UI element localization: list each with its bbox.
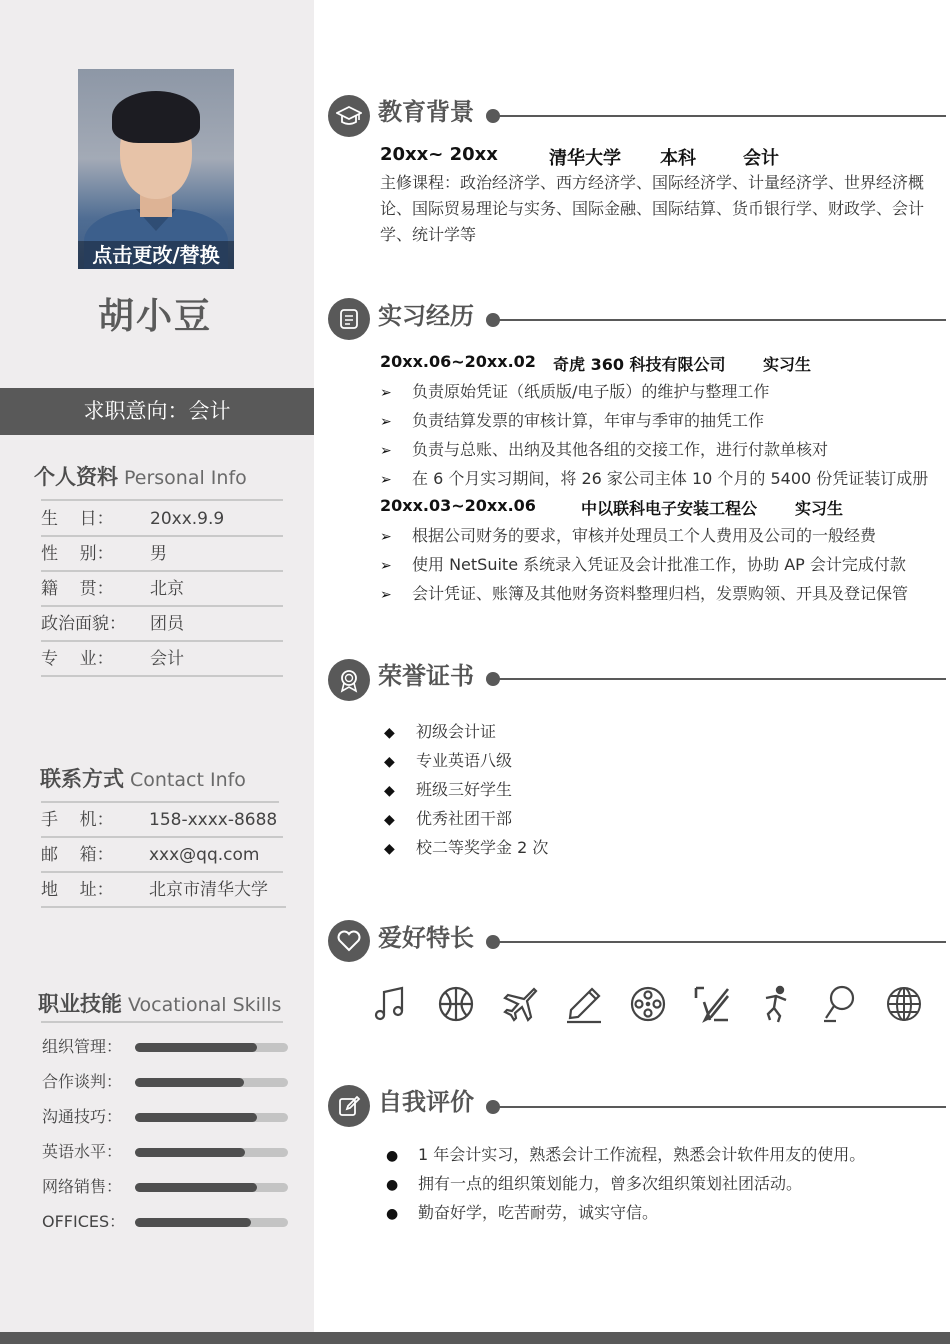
diamond-bullet-icon: ◆ [384, 812, 395, 828]
honor-item [384, 804, 512, 835]
job2-role: 实习生 [795, 499, 844, 518]
education-courses: 主修课程：政治经济学、西方经济学、国际经济学、计量经济学、世界经济概论、国际贸易理论与实务、国际金融、国际结算、货币银行学、财政学、会计学、统计学等 [380, 173, 925, 244]
skill-bar-fill [135, 1218, 251, 1227]
skill-label: 合作谈判： [42, 1072, 123, 1091]
badminton-icon [820, 984, 860, 1024]
skill-label: 英语水平： [42, 1142, 123, 1161]
pen-icon [564, 984, 604, 1024]
candidate-name: 胡小豆 [97, 296, 212, 337]
globe-icon [884, 984, 924, 1024]
skill-bar-fill [135, 1148, 245, 1157]
job2-item-text: 根据公司财务的要求，审核并处理员工个人费用及公司的一般经费 [412, 526, 877, 545]
skill-label: OFFICES： [42, 1212, 126, 1231]
contact-row-address [41, 873, 286, 908]
info-row-birthday [41, 502, 283, 537]
job2-period: 20xx.03~20xx.06 [380, 496, 536, 515]
self-eval-text: 勤奋好学，吃苦耐劳，诚实守信。 [418, 1203, 659, 1222]
info-label: 手 机： [41, 810, 114, 830]
self-eval-text: 拥有一点的组织策划能力，曾多次组织策划社团活动。 [418, 1174, 803, 1193]
info-label: 生 日： [41, 509, 114, 529]
contact-row-phone [41, 803, 283, 838]
info-value: 北京 [150, 579, 184, 599]
job2-item [380, 521, 876, 552]
music-icon [372, 984, 412, 1024]
honor-text: 校二等奖学金 2 次 [416, 838, 549, 857]
job2-company: 中以联科电子安装工程公 [581, 499, 758, 518]
info-label: 地 址： [41, 880, 114, 900]
job2-item-text: 会计凭证、账簿及其他财务资料整理归档，发票购领、开具及登记保管 [412, 584, 909, 603]
dot-bullet-icon: ● [386, 1206, 399, 1222]
contact-info-title-en: Contact Info [130, 769, 246, 791]
honor-item [384, 746, 512, 777]
job-intent: 求职意向：会计 [0, 388, 314, 435]
email-value[interactable]: xxx@qq.com [149, 845, 260, 865]
contact-info-title [40, 763, 246, 793]
skill-bar-track [135, 1043, 288, 1052]
skill-label: 沟通技巧： [42, 1107, 123, 1126]
photo-change-button[interactable]: 点击更改/替换 [78, 241, 234, 269]
info-value: 团员 [150, 614, 184, 634]
job1-item-text: 负责与总账、出纳及其他各组的交接工作，进行付款单核对 [412, 440, 829, 459]
skill-row [42, 1035, 288, 1059]
info-label: 性 别： [41, 544, 114, 564]
section-line [496, 115, 946, 117]
film-reel-icon [628, 984, 668, 1024]
sidebar [0, 0, 314, 1344]
education-degree: 本科 [660, 148, 696, 169]
arrow-bullet-icon: ➢ [380, 385, 392, 401]
honor-item [384, 833, 548, 864]
arrow-bullet-icon: ➢ [380, 529, 392, 545]
internship-title: 实习经历 [378, 302, 474, 330]
job1-item [380, 377, 769, 408]
skill-row [42, 1070, 288, 1094]
arrow-bullet-icon: ➢ [380, 472, 392, 488]
skill-bar-track [135, 1183, 288, 1192]
heart-icon [328, 920, 370, 962]
self-eval-item [386, 1169, 802, 1200]
job1-item-text: 负责原始凭证（纸质版/电子版）的维护与整理工作 [412, 382, 770, 401]
skill-bar-track [135, 1148, 288, 1157]
arrow-bullet-icon: ➢ [380, 414, 392, 430]
medal-icon [328, 659, 370, 701]
skill-bar-fill [135, 1078, 244, 1087]
section-line [496, 319, 946, 321]
job1-company: 奇虎 360 科技有限公司 [553, 355, 726, 374]
self-eval-item [386, 1198, 658, 1229]
skill-bar-track [135, 1078, 288, 1087]
honor-text: 初级会计证 [416, 722, 497, 741]
personal-info-title-cn: 个人资料 [34, 465, 118, 489]
document-icon [328, 298, 370, 340]
dance-icon [756, 984, 796, 1024]
education-title: 教育背景 [378, 98, 474, 126]
info-value: 会计 [150, 649, 184, 669]
skill-label: 组织管理： [42, 1037, 123, 1056]
diamond-bullet-icon: ◆ [384, 725, 395, 741]
skill-row [42, 1175, 288, 1199]
job2-item [380, 579, 908, 610]
info-row-major [41, 642, 283, 677]
job1-item-text: 负责结算发票的审核计算，年审与季审的抽凭工作 [412, 411, 765, 430]
job1-role: 实习生 [763, 355, 812, 374]
graduation-cap-icon [328, 95, 370, 137]
skill-row [42, 1140, 288, 1164]
info-label: 政治面貌： [41, 614, 126, 634]
skill-label: 网络销售： [42, 1177, 123, 1196]
job1-period: 20xx.06~20xx.02 [380, 352, 536, 371]
honor-item [384, 717, 496, 748]
skill-bar-track [135, 1218, 288, 1227]
skill-row [42, 1210, 288, 1234]
info-row-gender [41, 537, 283, 572]
skill-bar-fill [135, 1043, 257, 1052]
job1-item [380, 435, 828, 466]
job2-item-text: 使用 NetSuite 系统录入凭证及会计批准工作，协助 AP 会计完成付款 [412, 555, 906, 574]
info-label: 邮 箱： [41, 845, 114, 865]
dot-bullet-icon: ● [386, 1177, 399, 1193]
skill-bar-track [135, 1113, 288, 1122]
hobbies-title: 爱好特长 [378, 924, 474, 952]
arrow-bullet-icon: ➢ [380, 443, 392, 459]
self-eval-item [386, 1140, 865, 1171]
diamond-bullet-icon: ◆ [384, 754, 395, 770]
skills-title-en: Vocational Skills [128, 994, 282, 1016]
education-major: 会计 [743, 148, 779, 169]
airplane-icon [500, 984, 540, 1024]
job1-item-text: 在 6 个月实习期间，将 26 家公司主体 10 个月的 5400 份凭证装订成册 [412, 469, 929, 488]
dot-bullet-icon: ● [386, 1148, 399, 1164]
contact-row-email [41, 838, 283, 873]
writing-icon [692, 984, 732, 1024]
divider [41, 499, 283, 501]
self-eval-text: 1 年会计实习，熟悉会计工作流程，熟悉会计软件用友的使用。 [418, 1145, 866, 1164]
skill-row [42, 1105, 288, 1129]
job1-item [380, 464, 928, 495]
self-eval-title: 自我评价 [378, 1088, 474, 1116]
section-line [496, 678, 946, 680]
phone-value[interactable]: 158-xxxx-8688 [149, 810, 278, 830]
contact-info-title-cn: 联系方式 [40, 767, 124, 791]
info-label: 专 业： [41, 649, 114, 669]
diamond-bullet-icon: ◆ [384, 841, 395, 857]
honor-text: 班级三好学生 [416, 780, 513, 799]
arrow-bullet-icon: ➢ [380, 558, 392, 574]
basketball-icon [436, 984, 476, 1024]
info-value: 20xx.9.9 [150, 509, 225, 529]
info-label: 籍 贯： [41, 579, 114, 599]
personal-info-title [34, 461, 247, 491]
photo-hair [112, 91, 200, 143]
section-line [496, 1106, 946, 1108]
honor-item [384, 775, 512, 806]
skill-bar-fill [135, 1183, 257, 1192]
info-row-political [41, 607, 283, 642]
info-value: 男 [150, 544, 167, 564]
info-row-hometown [41, 572, 283, 607]
edit-icon [328, 1085, 370, 1127]
arrow-bullet-icon: ➢ [380, 587, 392, 603]
section-line [496, 941, 946, 943]
personal-info-title-en: Personal Info [124, 467, 247, 489]
skills-title [38, 988, 281, 1018]
profile-photo[interactable] [78, 69, 234, 269]
education-school: 清华大学 [549, 148, 621, 169]
skill-bar-fill [135, 1113, 257, 1122]
job2-item [380, 550, 906, 581]
honors-title: 荣誉证书 [378, 662, 474, 690]
skills-title-cn: 职业技能 [38, 992, 122, 1016]
address-value: 北京市清华大学 [149, 880, 268, 900]
diamond-bullet-icon: ◆ [384, 783, 395, 799]
divider [41, 1021, 283, 1023]
footer-bar [0, 1332, 950, 1344]
honor-text: 优秀社团干部 [416, 809, 513, 828]
education-period: 20xx~ 20xx [380, 144, 498, 165]
job1-item [380, 406, 764, 437]
honor-text: 专业英语八级 [416, 751, 513, 770]
